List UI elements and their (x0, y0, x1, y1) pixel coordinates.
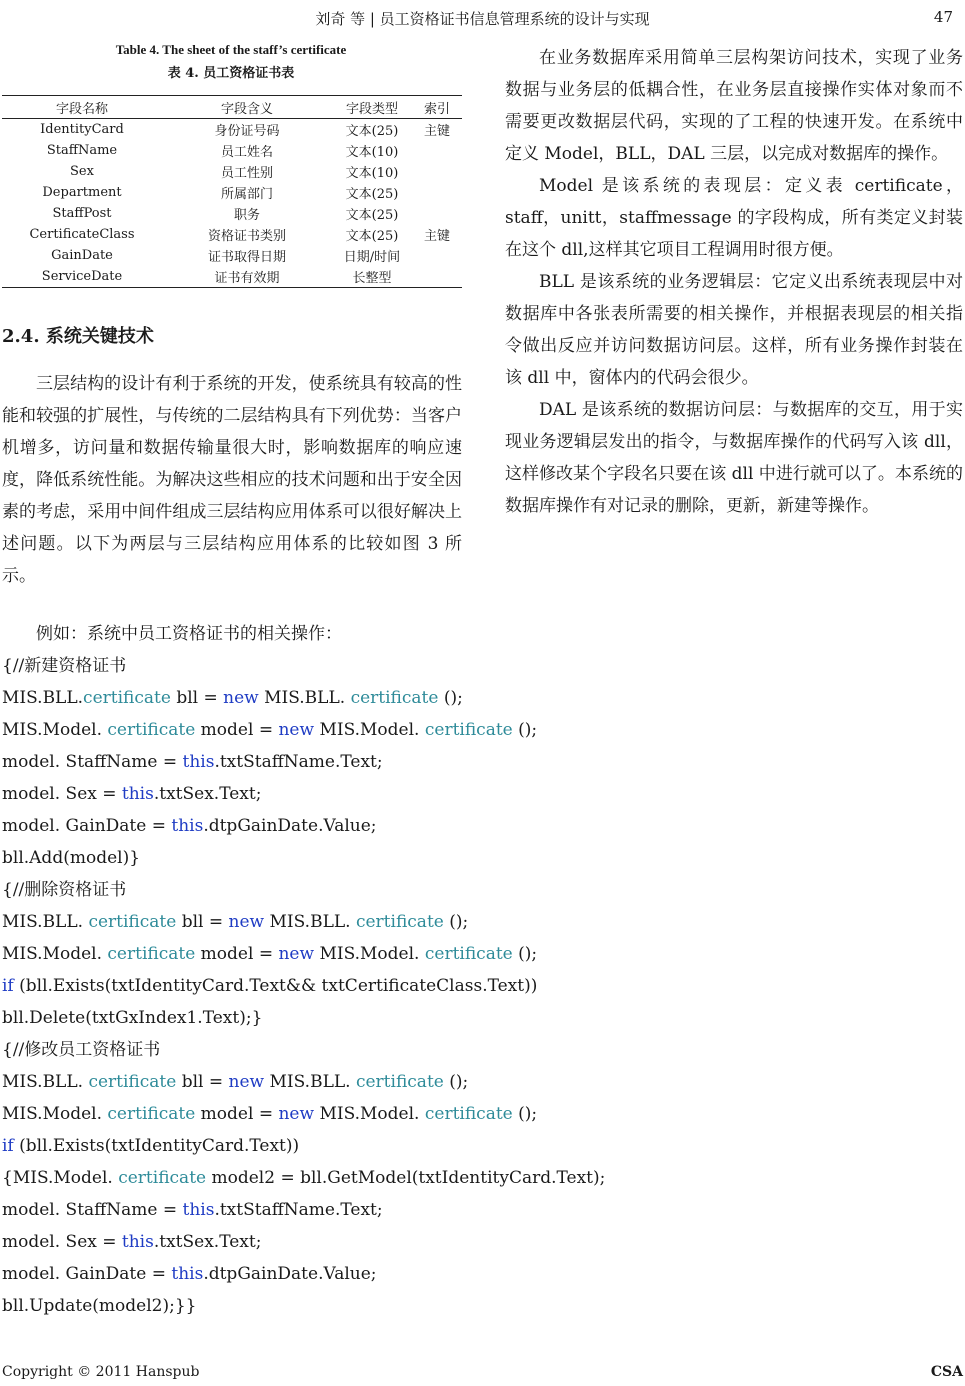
table-cell: 日期/时间 (343, 250, 401, 265)
code-text: model. Sex = (2, 1232, 122, 1252)
code-keyword: certificate (88, 1072, 177, 1092)
code-text: bll = (170, 688, 224, 708)
staff-certificate-table (2, 95, 462, 288)
code-line (2, 1002, 762, 1034)
code-keyword: certificate (424, 720, 513, 740)
table-row (2, 140, 462, 161)
table-cell: 职务 (233, 208, 260, 223)
code-text: model. StaffName = (2, 1200, 183, 1220)
table-cell: 员工姓名 (220, 145, 273, 160)
page-number: 47 (933, 8, 953, 26)
code-lines (2, 650, 762, 1322)
table-cell: IdentityCard (40, 122, 124, 137)
table-cell: 主键 (423, 229, 450, 244)
code-text: MIS.BLL. (2, 688, 84, 708)
code-text: MIS.Model. (2, 1104, 108, 1124)
footer-journal: CSA (930, 1364, 963, 1380)
code-keyword: this (171, 816, 204, 836)
code-keyword: this (171, 1264, 204, 1284)
code-text: .txtStaffName.Text; (214, 1200, 383, 1220)
body-paragraph: 在业务数据库采用简单三层构架访问技术，实现了业务数据与业务层的低耦合性，在业务层直接操作实体对象而不需要更改数据层代码，实现的了工程的快速开发。在系统中定义 Model，BLL，DAL 三层，以完成对数据库的操作。 (505, 48, 963, 164)
code-keyword: certificate (83, 688, 171, 708)
code-text: MIS.BLL. (2, 1072, 89, 1092)
table-row (2, 119, 462, 141)
table-header-cell: 字段名称 (2, 96, 162, 119)
table-cell (412, 203, 462, 224)
table-cell: GainDate (51, 248, 113, 263)
table-header-cell: 字段类型 (332, 96, 412, 119)
code-keyword: certificate (424, 944, 513, 964)
table-caption-zh: 表 4. 员工资格证书表 (167, 66, 295, 81)
code-text: bll.Update(model2);}} (2, 1296, 197, 1316)
code-line (2, 970, 762, 1002)
code-text: .dtpGainDate.Value; (203, 1264, 377, 1284)
code-text: (); (443, 912, 469, 932)
code-keyword: this (182, 1200, 215, 1220)
code-text: {//修改员工资格证书 (2, 1040, 161, 1060)
code-keyword: certificate (424, 1104, 513, 1124)
code-example (2, 618, 762, 1322)
table-cell: 员工性别 (220, 166, 273, 181)
table-cell: StaffName (46, 143, 118, 158)
code-text: (); (443, 1072, 469, 1092)
running-header (0, 6, 965, 28)
code-line (2, 650, 762, 682)
code-text: (bll.Exists(txtIdentityCard.Text&& txtCertificateClass.Text)) (13, 976, 538, 996)
header-title: 刘奇 等 | 员工资格证书信息管理系统的设计与实现 (315, 10, 650, 28)
code-text: {MIS.Model. (2, 1168, 119, 1188)
code-line (2, 810, 762, 842)
code-keyword: certificate (107, 720, 196, 740)
table-cell: 所属部门 (220, 187, 273, 202)
code-text: model. GainDate = (2, 816, 172, 836)
code-keyword: certificate (88, 912, 177, 932)
code-line (2, 714, 762, 746)
table-body (2, 119, 462, 288)
code-line (2, 746, 762, 778)
code-text: MIS.BLL. (264, 912, 356, 932)
code-line (2, 1194, 762, 1226)
code-text: MIS.Model. (314, 720, 425, 740)
code-line (2, 682, 762, 714)
code-line (2, 1034, 762, 1066)
body-paragraph: Model 是该系统的表现层：定义表 certificate，staff，unitt，staffmessage 的字段构成，所有类定义封装在这个 dll,这样其它项目工程调用时很方便。 (505, 176, 963, 260)
code-keyword: new (278, 944, 315, 964)
code-text: MIS.Model. (2, 944, 108, 964)
table-cell: 资格证书类别 (207, 229, 286, 244)
code-text: bll.Delete(txtGxIndex1.Text);} (2, 1008, 263, 1028)
table-cell: 主键 (423, 124, 450, 139)
table-cell: 文本(10) (345, 166, 399, 181)
body-paragraph: BLL 是该系统的业务逻辑层：它定义出系统表现层中对数据库中各张表所需要的相关操作，并根据表现层的相关指令做出反应并访问数据访问层。这样，所有业务操作封装在该 dll 中，窗体内的代码会很少。 (505, 272, 963, 388)
table-cell: 文本(25) (345, 187, 399, 202)
code-keyword: new (278, 720, 315, 740)
code-text: model2 = bll.GetModel(txtIdentityCard.Text); (206, 1168, 606, 1188)
code-line (2, 1258, 762, 1290)
code-text: model. GainDate = (2, 1264, 172, 1284)
code-keyword: this (121, 1232, 154, 1252)
table-cell: StaffPost (52, 206, 112, 221)
code-text: (); (512, 944, 538, 964)
code-line (2, 874, 762, 906)
section-heading: 2.4. 系统关键技术 (2, 326, 154, 347)
footer-copyright: Copyright © 2011 Hanspub (2, 1364, 200, 1380)
code-line (2, 1066, 762, 1098)
code-text: MIS.Model. (314, 1104, 425, 1124)
table-cell: 文本(10) (345, 145, 399, 160)
code-keyword: new (278, 1104, 315, 1124)
code-text: bll.Add(model)} (2, 848, 141, 868)
code-text: .txtStaffName.Text; (214, 752, 383, 772)
code-keyword: if (2, 976, 14, 996)
code-keyword: this (121, 784, 154, 804)
code-line (2, 778, 762, 810)
code-keyword: new (228, 912, 265, 932)
code-keyword: if (2, 1136, 14, 1156)
body-paragraph: DAL 是该系统的数据访问层：与数据库的交互，用于实现业务逻辑层发出的指令，与数据库操作的代码写入该 dll，这样修改某个字段名只要在该 dll 中进行就可以了。本系统的数据库操作有对记录的删除，更新，新建等操作。 (505, 400, 963, 516)
code-text: .dtpGainDate.Value; (203, 816, 377, 836)
table-cell: 长整型 (352, 271, 392, 286)
code-keyword: new (228, 1072, 265, 1092)
table-cell: Sex (70, 164, 94, 179)
table-caption-en: Table 4. The sheet of the staff’s certificate (115, 42, 347, 57)
code-text: (); (438, 688, 463, 708)
code-text: (); (512, 1104, 538, 1124)
code-text: model = (195, 720, 279, 740)
table-cell: CertificateClass (29, 227, 135, 242)
code-text: {//新建资格证书 (2, 656, 127, 676)
table-cell: 证书取得日期 (207, 250, 286, 265)
table-header-cell: 字段含义 (162, 96, 332, 119)
code-text: .txtSex.Text; (153, 784, 262, 804)
code-keyword: new (223, 688, 259, 708)
code-text: model. StaffName = (2, 752, 183, 772)
code-keyword: certificate (350, 688, 439, 708)
code-text: model = (195, 944, 279, 964)
code-line (2, 842, 762, 874)
table-cell (412, 182, 462, 203)
code-line (2, 938, 762, 970)
table-row (2, 203, 462, 224)
code-text: MIS.BLL. (264, 1072, 356, 1092)
code-intro: 例如：系统中员工资格证书的相关操作： (36, 624, 342, 644)
code-keyword: certificate (107, 1104, 196, 1124)
code-keyword: certificate (118, 1168, 207, 1188)
table-header-cell: 索引 (412, 96, 462, 119)
code-text: model. Sex = (2, 784, 122, 804)
table-row (2, 266, 462, 288)
table-cell (412, 161, 462, 182)
code-line (2, 906, 762, 938)
code-line (2, 1290, 762, 1322)
table-row (2, 245, 462, 266)
code-keyword: certificate (355, 1072, 444, 1092)
code-text: MIS.BLL. (258, 688, 351, 708)
code-text: .txtSex.Text; (153, 1232, 262, 1252)
code-text: MIS.BLL. (2, 912, 89, 932)
table-row (2, 182, 462, 203)
code-text: bll = (176, 1072, 229, 1092)
table-cell (412, 245, 462, 266)
code-line (2, 1162, 762, 1194)
code-text: bll = (176, 912, 229, 932)
table-header-row (2, 96, 462, 119)
table-cell (412, 140, 462, 161)
table-cell: ServiceDate (41, 269, 123, 284)
code-keyword: certificate (107, 944, 196, 964)
table-cell: 身份证号码 (214, 124, 280, 139)
code-text: (bll.Exists(txtIdentityCard.Text)) (13, 1136, 300, 1156)
table-cell: 文本(25) (345, 208, 399, 223)
table-row (2, 161, 462, 182)
code-line (2, 1226, 762, 1258)
code-text: (); (512, 720, 538, 740)
code-keyword: this (182, 752, 215, 772)
code-keyword: certificate (355, 912, 444, 932)
table-row (2, 224, 462, 245)
table-cell: 文本(25) (345, 124, 399, 139)
right-column-text (505, 42, 963, 522)
code-line (2, 1130, 762, 1162)
table-cell: 文本(25) (345, 229, 399, 244)
code-text: MIS.Model. (314, 944, 425, 964)
section-paragraph: 三层结构的设计有利于系统的开发，使系统具有较高的性能和较强的扩展性，与传统的二层结构具有下列优势：当客户机增多，访问量和数据传输量很大时，影响数据库的响应速度，降低系统性能。为解决这些相应的技术问题和出于安全因素的考虑，采用中间件组成三层结构应用体系可以很好解决上述问题。以下为两层与三层结构应用体系的比较如图 3 所示。 (2, 374, 462, 586)
code-text: {//删除资格证书 (2, 880, 127, 900)
code-text: MIS.Model. (2, 720, 108, 740)
table-cell (412, 266, 462, 288)
table-cell: 证书有效期 (214, 271, 280, 286)
code-line (2, 1098, 762, 1130)
table-cell: Department (42, 185, 122, 200)
code-text: model = (195, 1104, 279, 1124)
